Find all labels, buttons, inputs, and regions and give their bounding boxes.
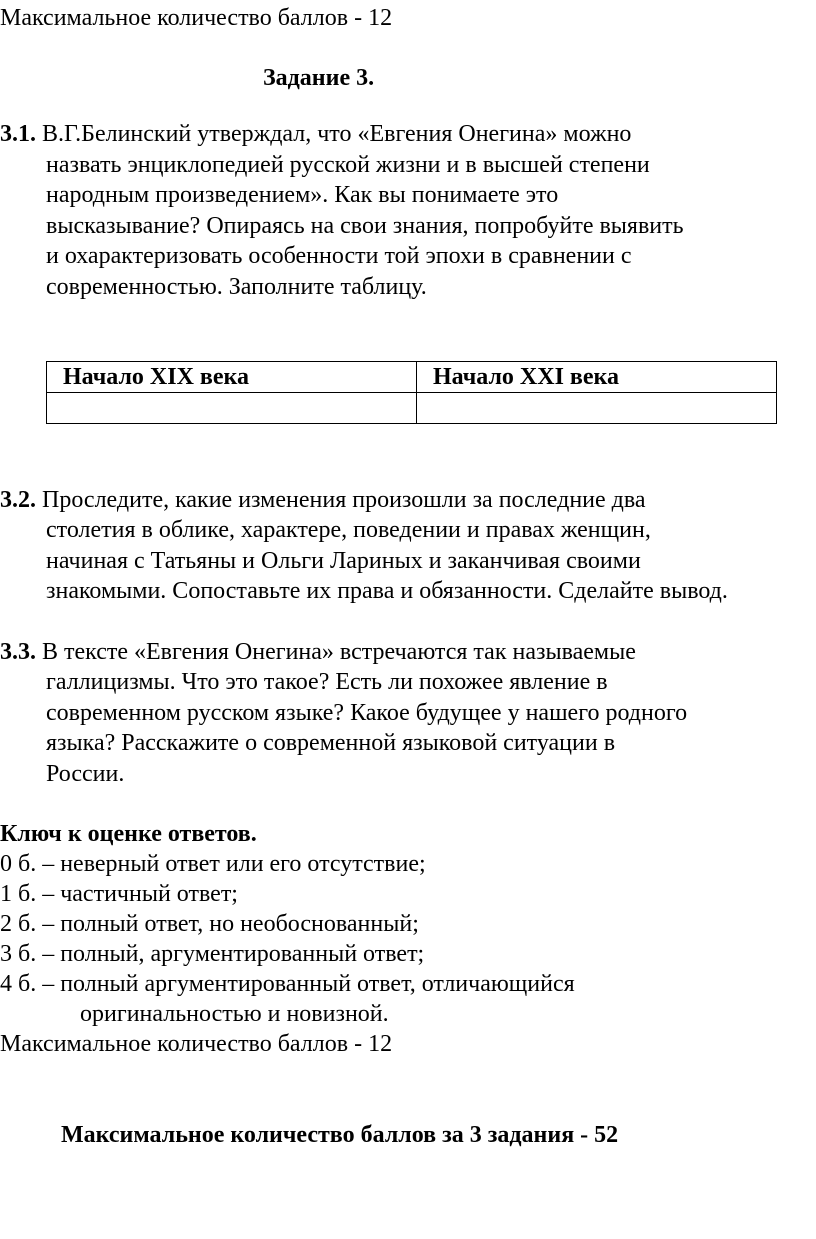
answer-key-item: 1 б. – частичный ответ; xyxy=(0,881,238,907)
max-score-top: Максимальное количество баллов - 12 xyxy=(0,5,393,31)
question-3-1-line-4: высказывание? Опираясь на свои знания, попробуйте выявить xyxy=(46,213,684,239)
question-3-3-line-1 xyxy=(0,637,636,667)
question-3-3-line-4: языка? Расскажите о современной языковой ситуации в xyxy=(46,730,616,756)
answer-key-item: 3 б. – полный, аргументированный ответ; xyxy=(0,941,425,967)
question-3-1-line-3: народным произведением». Как вы понимаете это xyxy=(46,182,559,208)
task-title: Задание 3. xyxy=(263,65,375,91)
answer-key-title: Ключ к оценке ответов. xyxy=(0,821,257,847)
question-3-2-number: 3.2. xyxy=(0,487,36,513)
question-3-2-text: Проследите, какие изменения произошли за последние два xyxy=(36,487,646,513)
question-3-2-line-1 xyxy=(0,485,646,515)
table-header-21st-century: Начало XXI века xyxy=(417,362,777,393)
question-3-1-text: В.Г.Белинский утверждал, что «Евгения Онегина» можно xyxy=(36,121,632,147)
question-3-1-number: 3.1. xyxy=(0,121,36,147)
question-3-3-line-5: России. xyxy=(46,761,125,787)
table-header-19th-century: Начало XIX века xyxy=(47,362,417,393)
answer-key-item: 0 б. – неверный ответ или его отсутствие; xyxy=(0,851,426,877)
question-3-2-line-3: начиная с Татьяны и Ольги Лариных и заканчивая своими xyxy=(46,548,641,574)
question-3-2-line-2: столетия в облике, характере, поведении и правах женщин, xyxy=(46,517,651,543)
question-3-3-text: В тексте «Евгения Онегина» встречаются так называемые xyxy=(36,639,636,665)
question-3-1-line-5: и охарактеризовать особенности той эпохи в сравнении с xyxy=(46,243,632,269)
question-3-1-line-1 xyxy=(0,119,631,149)
total-max-score: Максимальное количество баллов за 3 задания - 52 xyxy=(61,1122,619,1148)
question-3-1-line-2: назвать энциклопедией русской жизни и в высшей степени xyxy=(46,152,650,178)
question-3-3-number: 3.3. xyxy=(0,639,36,665)
answer-key-item-continuation: оригинальностью и новизной. xyxy=(80,1001,389,1027)
comparison-table xyxy=(46,361,777,424)
question-3-1-line-6: современностью. Заполните таблицу. xyxy=(46,274,427,300)
table-cell-19th-century[interactable] xyxy=(47,393,417,424)
table-cell-21st-century[interactable] xyxy=(417,393,777,424)
answer-key-item: 4 б. – полный аргументированный ответ, отличающийся xyxy=(0,971,575,997)
table-row xyxy=(47,393,777,424)
table-header-row xyxy=(47,362,777,393)
question-3-3-line-2: галлицизмы. Что это такое? Есть ли похожее явление в xyxy=(46,669,608,695)
question-3-3-line-3: современном русском языке? Какое будущее у нашего родного xyxy=(46,700,688,726)
question-3-2-line-4: знакомыми. Сопоставьте их права и обязанности. Сделайте вывод. xyxy=(46,578,728,604)
answer-key-item: 2 б. – полный ответ, но необоснованный; xyxy=(0,911,419,937)
answer-key-max-score: Максимальное количество баллов - 12 xyxy=(0,1031,393,1057)
